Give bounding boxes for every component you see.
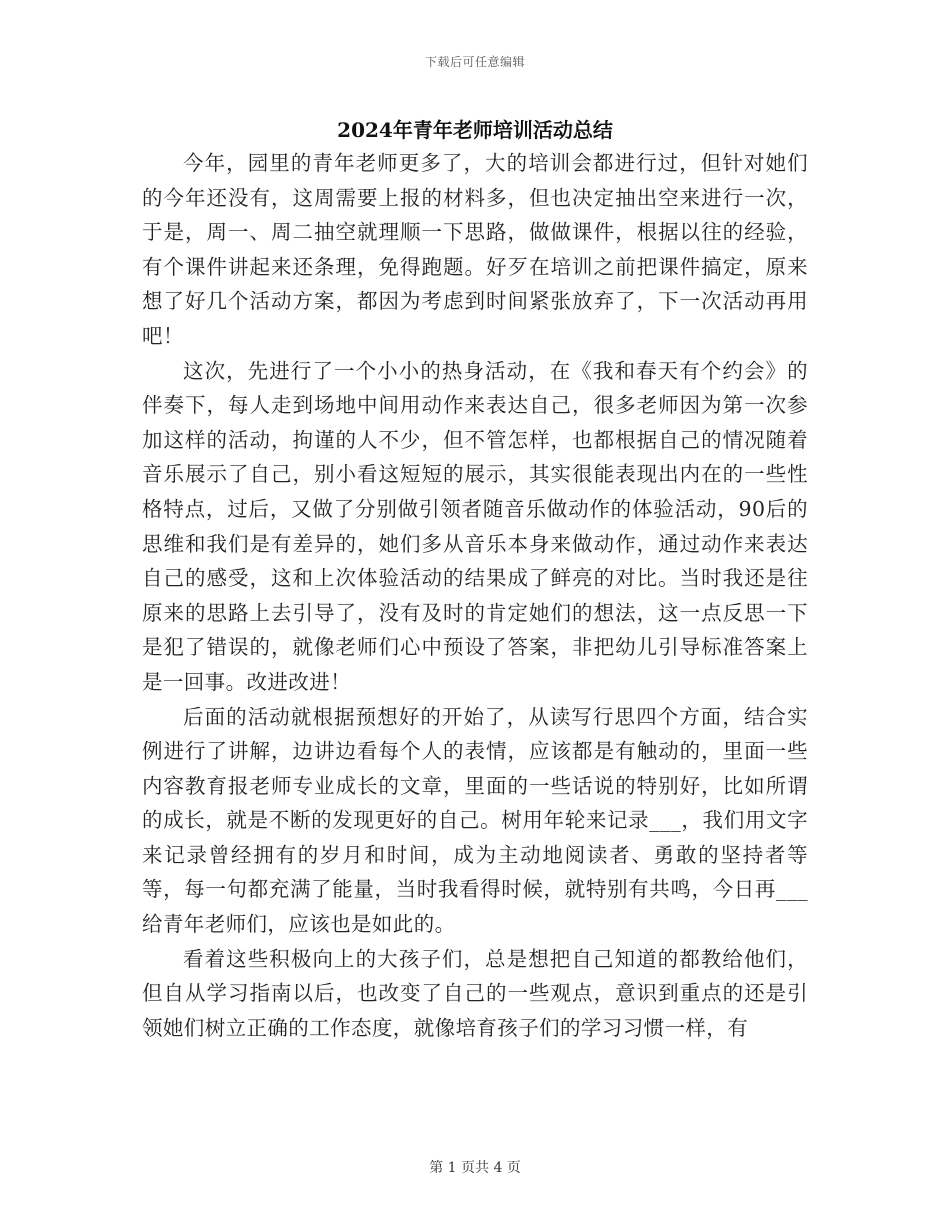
- page-number-footer: 第 1 页共 4 页: [429, 1160, 521, 1176]
- document-body: [142, 146, 808, 1045]
- page-header-note: 下载后可任意编辑: [424, 55, 525, 69]
- paragraph-2: 这次，先进行了一个小小的热身活动，在《我和春天有个约会》的伴奏下，每人走到场地中间用动作来表达自己，很多老师因为第一次参加这样的活动，拘谨的人不少，但不管怎样，也都根据自己的情况随着音乐展示了自己，别小看这短短的展示，其实很能表现出内在的一些性格特点，过后，又做了分别做引领者随音乐做动作的体验活动，90后的思维和我们是有差异的，她们多从音乐本身来做动作，通过动作来表达自己的感受，这和上次体验活动的结果成了鲜亮的对比。当时我还是往原来的思路上去引导了，没有及时的肯定她们的想法，这一点反思一下是犯了错误的，就像老师们心中预设了答案，非把幼儿引导标准答案上是一回事。改进改进！: [142, 358, 808, 694]
- document-title: 2024年青年老师培训活动总结: [337, 118, 613, 142]
- paragraph-1: 今年，园里的青年老师更多了，大的培训会都进行过，但针对她们的今年还没有，这周需要上报的材料多，但也决定抽出空来进行一次，于是，周一、周二抽空就理顺一下思路，做做课件，根据以往的经验，有个课件讲起来还条理，免得跑题。好歹在培训之前把课件搞定，原来想了好几个活动方案，都因为考虑到时间紧张放弃了，下一次活动再用吧！: [142, 151, 808, 348]
- paragraph-4: 看着这些积极向上的大孩子们，总是想把自己知道的都教给他们，但自从学习指南以后，也改变了自己的一些观点，意识到重点的还是引领她们树立正确的工作态度，就像培育孩子们的学习习惯一样，有: [142, 946, 808, 1040]
- paragraph-3: 后面的活动就根据预想好的开始了，从读写行思四个方面，结合实例进行了讲解，边讲边看每个人的表情，应该都是有触动的，里面一些内容教育报老师专业成长的文章，里面的一些话说的特别好，比如所谓的成长，就是不断的发现更好的自己。树用年轮来记录___，我们用文字来记录曾经拥有的岁月和时间，成为主动地阅读者、勇敢的坚持者等等，每一句都充满了能量，当时我看得时候，就特别有共鸣，今日再___给青年老师们，应该也是如此的。: [142, 704, 808, 937]
